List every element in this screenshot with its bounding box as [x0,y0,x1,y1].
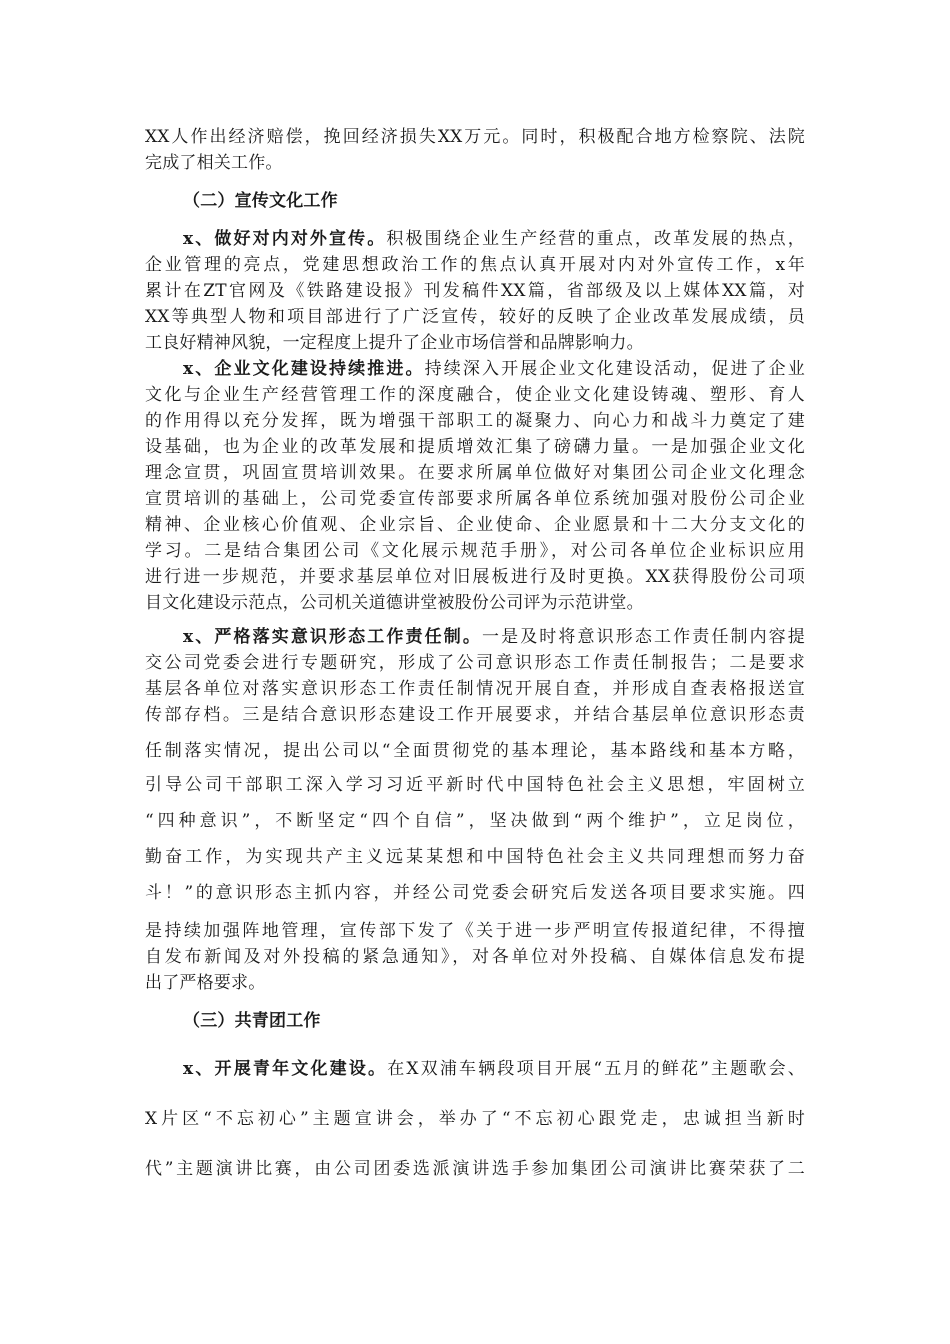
paragraph-first-line [183,624,805,650]
paragraph-first-line [183,1056,805,1082]
paragraph-line: 文化与企业生产经营管理工作的深度融合，使企业文化建设铸魂、塑形、育人 [145,385,805,405]
paragraph-line: 进行进一步规范，并要求基层单位对旧展板进行及时更换。XX获得股份公司项 [145,567,805,587]
paragraph-line: 引导公司干部职工深入学习习近平新时代中国特色社会主义思想，牢固树立 [145,775,805,795]
paragraph-line: XX等典型人物和项目部进行了广泛宣传，较好的反映了企业改革发展成绩，员 [145,307,805,327]
paragraph-line: 目文化建设示范点，公司机关道德讲堂被股份公司评为示范讲堂。 [145,593,644,613]
paragraph-line: 理念宣贯，巩固宣贯培训效果。在要求所属单位做好对集团公司企业文化理念 [145,463,805,483]
section-heading-3: （三）共青团工作 [183,1011,321,1031]
paragraph-line: 交公司党委会进行专题研究，形成了公司意识形态工作责任制报告；二是要求 [145,653,805,673]
paragraph-line: 精神、企业核心价值观、企业宗旨、企业使命、企业愿景和十二大分支文化的 [145,515,805,535]
item-lead: x、开展青年文化建设。 [183,1059,388,1079]
item-lead: x、做好对内对外宣传。 [183,229,387,249]
paragraph-line: 的作用得以充分发挥，既为增强干部职工的凝聚力、向心力和战斗力奠定了建 [145,411,805,431]
paragraph-line: 累计在ZT官网及《铁路建设报》刊发稿件XX篇，省部级及以上媒体XX篇，对 [145,281,805,301]
paragraph-line: 基层各单位对落实意识形态工作责任制情况开展自查，并形成自查表格报送宣 [145,679,805,699]
paragraph-line: 完成了相关工作。 [145,153,283,173]
paragraph-line: X片区“不忘初心”主题宣讲会，举办了“不忘初心跟党走，忠诚担当新时 [145,1109,805,1129]
paragraph-line: 斗！”的意识形态主抓内容，并经公司党委会研究后发送各项目要求实施。四 [145,883,805,903]
paragraph-first-line [183,226,805,252]
paragraph-line: 设基础，也为企业的改革发展和提质增效汇集了磅礴力量。一是加强企业文化 [145,437,805,457]
paragraph-line: 是持续加强阵地管理，宣传部下发了《关于进一步严明宣传报道纪律，不得擅 [145,921,805,941]
paragraph-first-line [183,356,805,382]
item-text: 在X双浦车辆段项目开展“五月的鲜花”主题歌会、 [387,1059,805,1079]
item-text: 积极围绕企业生产经营的重点，改革发展的热点， [386,229,805,249]
paragraph-line: 勤奋工作，为实现共产主义远某某想和中国特色社会主义共同理想而努力奋 [145,847,805,867]
paragraph-line: 传部存档。三是结合意识形态建设工作开展要求，并结合基层单位意识形态责 [145,705,805,725]
item-lead: x、企业文化建设持续推进。 [183,359,425,379]
item-text: 持续深入开展企业文化建设活动，促进了企业 [424,359,805,379]
paragraph-line: 学习。二是结合集团公司《文化展示规范手册》，对公司各单位企业标识应用 [145,541,805,561]
paragraph-line: 宣贯培训的基础上，公司党委宣传部要求所属各单位系统加强对股份公司企业 [145,489,805,509]
paragraph-line: “四种意识”，不断坚定“四个自信”，坚决做到“两个维护”，立足岗位， [145,811,805,831]
paragraph-line: 出了严格要求。 [145,973,266,993]
paragraph-line: 任制落实情况，提出公司以“全面贯彻党的基本理论，基本路线和基本方略， [145,741,805,761]
paragraph-line: 工良好精神风貌，一定程度上提升了企业市场信誉和品牌影响力。 [145,333,644,353]
item-text: 一是及时将意识形态工作责任制内容提 [481,627,805,647]
paragraph-line: 自发布新闻及对外投稿的紧急通知》，对各单位对外投稿、自媒体信息发布提 [145,947,805,967]
item-lead: x、严格落实意识形态工作责任制。 [183,627,482,647]
section-heading-2: （二）宣传文化工作 [183,191,338,211]
paragraph-line: XX人作出经济赔偿，挽回经济损失XX万元。同时，积极配合地方检察院、法院 [145,127,805,147]
paragraph-line: 代”主题演讲比赛，由公司团委选派演讲选手参加集团公司演讲比赛荣获了二 [145,1159,805,1179]
paragraph-line: 企业管理的亮点，党建思想政治工作的焦点认真开展对内对外宣传工作，x年 [145,255,805,275]
